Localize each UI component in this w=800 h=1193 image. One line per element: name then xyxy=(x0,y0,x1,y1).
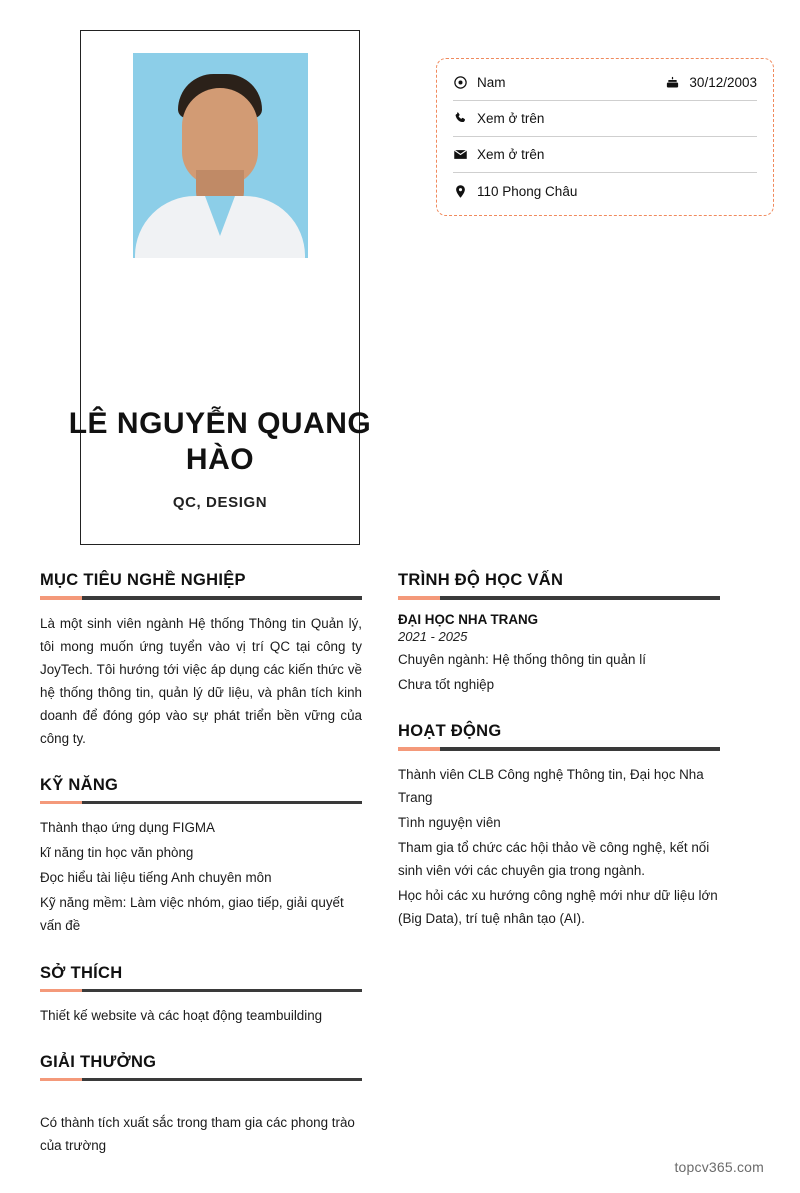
portrait-photo xyxy=(133,53,308,258)
objective-body: Là một sinh viên ngành Hệ thống Thông tin Quản lý, tôi mong muốn ứng tuyển vào vị trí QC tại công ty JoyTech. Tôi hướng tới việc áp dụng các kiến thức về hệ thống thông tin, quản lý dữ liệu, và phân tích kinh doanh để đóng góp vào sự phát triển bền vững của công ty. xyxy=(40,616,362,747)
contact-row xyxy=(453,173,757,209)
section-objective xyxy=(40,571,362,750)
list-item: Kỹ năng mềm: Làm việc nhóm, giao tiếp, giải quyết vấn đề xyxy=(40,895,344,934)
section-activities xyxy=(398,722,720,930)
education-years: 2021 - 2025 xyxy=(398,629,468,644)
photo-and-name-block xyxy=(68,30,372,545)
photo-shirt-shape xyxy=(135,196,305,258)
education-major: Chuyên ngành: Hệ thống thông tin quản lí xyxy=(398,652,646,667)
section-rule xyxy=(40,801,362,804)
list-item: kĩ năng tin học văn phòng xyxy=(40,845,194,861)
list-item: Thành viên CLB Công nghệ Thông tin, Đại học Nha Trang xyxy=(398,767,704,806)
list-item: Có thành tích xuất sắc trong tham gia các phong trào của trường xyxy=(40,1114,355,1153)
name-block xyxy=(68,400,372,545)
body-columns xyxy=(0,545,800,1183)
list-item: Học hỏi các xu hướng công nghệ mới như dữ liệu lớn (Big Data), trí tuệ nhân tạo (AI). xyxy=(398,888,718,927)
section-title: TRÌNH ĐỘ HỌC VẤN xyxy=(398,571,564,589)
list-item: Thành thạo ứng dụng FIGMA xyxy=(40,820,215,836)
list-item: Tình nguyện viên xyxy=(398,815,501,831)
section-rule xyxy=(40,989,362,992)
section-title: SỞ THÍCH xyxy=(40,963,123,982)
left-column xyxy=(40,571,362,1183)
list-item: Đọc hiểu tài liệu tiếng Anh chuyên môn xyxy=(40,870,272,886)
section-awards xyxy=(40,1053,362,1157)
section-interests xyxy=(40,964,362,1027)
contact-gender: Nam xyxy=(477,75,506,90)
contact-card xyxy=(436,58,774,216)
list-item: Tham gia tổ chức các hội thảo về công nghệ, kết nối sinh viên với các chuyên gia trong ngành. xyxy=(398,840,710,879)
phone-icon xyxy=(453,111,468,126)
photo-frame xyxy=(80,30,360,400)
list-item: Thiết kế website và các hoạt động teambuilding xyxy=(40,1007,323,1023)
candidate-job-title: QC, DESIGN xyxy=(172,494,268,511)
name-overflow-wrap xyxy=(46,400,394,533)
contact-address: 110 Phong Châu xyxy=(477,183,578,199)
contact-phone: Xem ở trên xyxy=(477,111,545,126)
location-pin-icon xyxy=(453,184,468,199)
section-rule xyxy=(40,1078,362,1081)
section-title: GIẢI THƯỞNG xyxy=(40,1052,157,1071)
section-title: MỤC TIÊU NGHỀ NGHIỆP xyxy=(40,571,246,589)
contact-row xyxy=(453,137,757,173)
contact-birthday: 30/12/2003 xyxy=(689,75,757,90)
education-school: ĐẠI HỌC NHA TRANG xyxy=(398,612,539,627)
contact-row xyxy=(453,65,757,101)
contact-row xyxy=(453,101,757,137)
contact-email: Xem ở trên xyxy=(477,147,545,162)
cake-icon xyxy=(665,75,680,90)
gender-icon xyxy=(453,75,468,90)
section-rule xyxy=(40,596,362,600)
watermark: topcv365.com xyxy=(674,1159,764,1175)
candidate-name: LÊ NGUYỄN QUANG HÀO xyxy=(68,407,372,476)
section-title: KỸ NĂNG xyxy=(40,776,119,795)
envelope-icon xyxy=(453,147,468,162)
section-rule xyxy=(398,596,720,600)
section-title: HOẠT ĐỘNG xyxy=(398,722,502,741)
right-column xyxy=(398,571,720,1183)
education-status: Chưa tốt nghiệp xyxy=(398,677,495,693)
section-skills xyxy=(40,776,362,937)
section-education xyxy=(398,571,720,696)
section-rule xyxy=(398,747,720,751)
